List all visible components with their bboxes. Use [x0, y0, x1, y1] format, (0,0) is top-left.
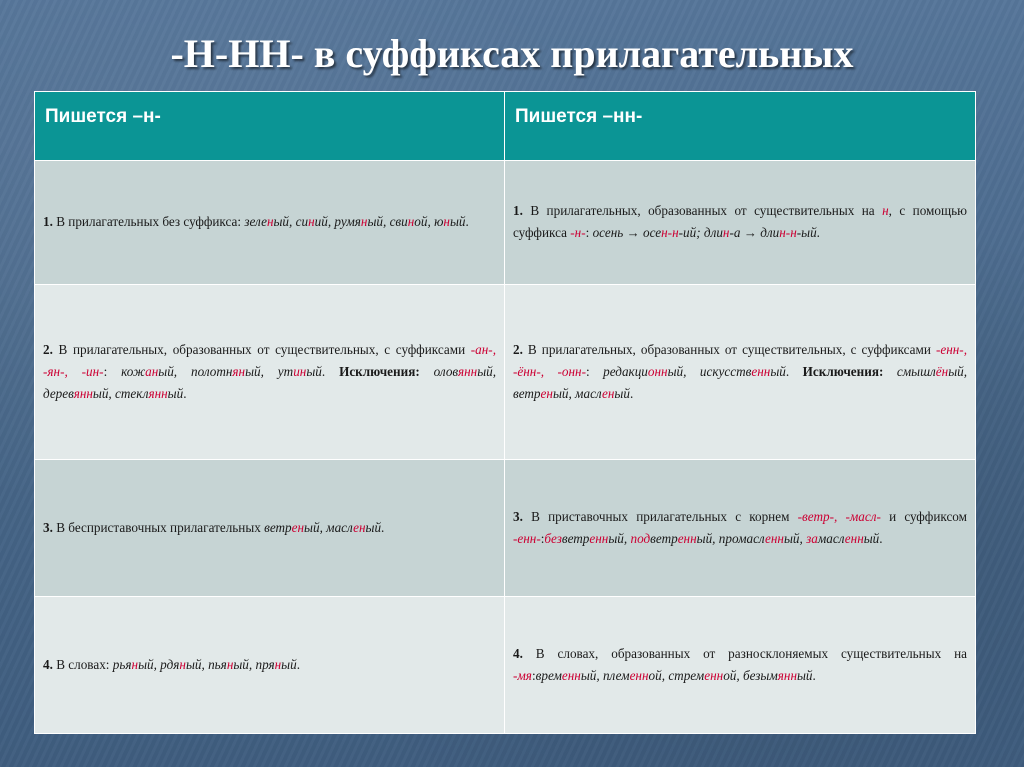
bold-text: 3.: [513, 509, 523, 525]
header-row: [35, 92, 976, 161]
highlighted-morpheme: енн: [589, 531, 609, 547]
rule-text: В словах:: [52, 657, 113, 673]
rule-text: .: [296, 657, 300, 673]
rule-text: и суффиксом: [880, 509, 967, 525]
rule-text: ый, полотн: [158, 363, 233, 379]
rule-text: ый, ветр: [513, 363, 968, 401]
highlighted-morpheme: н: [407, 214, 415, 230]
rule-text: .: [629, 385, 634, 401]
highlighted-morpheme: янн: [73, 385, 93, 401]
rule-text: ый: [770, 363, 786, 379]
table-row: [35, 460, 976, 597]
rule-text: ветр: [561, 531, 590, 547]
rule-text: [420, 364, 434, 379]
rule-text: -а → дли: [729, 225, 780, 241]
rule-text: :: [531, 668, 536, 684]
rule-text: ый,: [608, 531, 631, 547]
highlighted-morpheme: -ветр-, -масл-: [797, 509, 881, 525]
rule-text: В прилагательных, образованных от существительных, с суффиксами: [522, 341, 936, 357]
highlighted-morpheme: без: [544, 531, 562, 547]
rule-text: ый: [797, 668, 813, 684]
rule-text: .: [816, 225, 820, 241]
table-row: [35, 161, 976, 285]
bold-text: Исключения:: [802, 363, 884, 379]
rule-text: олов: [433, 363, 458, 379]
rule-text: ый: [449, 214, 466, 230]
rule-text: :: [585, 363, 604, 379]
rule-cell-double-n-2: [505, 284, 976, 460]
rule-text: ый, пья: [185, 657, 227, 673]
rule-text: .: [785, 363, 803, 379]
rule-text: .: [321, 363, 340, 379]
highlighted-morpheme: н: [722, 225, 730, 241]
bold-text: 2.: [513, 341, 523, 357]
rule-text: ий, румя: [314, 214, 361, 230]
rule-text: .: [381, 520, 385, 536]
highlighted-morpheme: янн: [777, 668, 797, 684]
rule-text: ой, ю: [414, 214, 444, 230]
highlighted-morpheme: н: [266, 214, 274, 230]
highlighted-morpheme: янн: [148, 385, 168, 401]
rule-text: кож: [121, 363, 146, 379]
highlighted-morpheme: н-н: [661, 225, 679, 241]
rule-text: ветр: [264, 520, 292, 536]
highlighted-morpheme: енн: [561, 668, 581, 684]
rule-text: осень → осе: [592, 225, 662, 241]
highlighted-morpheme: онн: [647, 363, 668, 379]
highlighted-morpheme: енн: [844, 531, 864, 547]
rule-cell-single-n-1: [35, 161, 505, 285]
table-row: [35, 597, 976, 734]
rule-cell-double-n-4: [505, 597, 976, 734]
rule-text: ый: [614, 385, 630, 401]
rule-text: ый, дерев: [43, 363, 497, 401]
rule-text: ой, безым: [723, 668, 778, 684]
highlighted-morpheme: ен: [540, 385, 553, 401]
rule-text: ый: [863, 531, 880, 547]
highlighted-morpheme: енн: [751, 363, 771, 379]
highlighted-morpheme: за: [806, 531, 818, 547]
highlighted-morpheme: -мя: [513, 668, 532, 684]
rule-cell-double-n-3: [505, 460, 976, 597]
rule-text: В бесприставочных прилагательных: [52, 520, 265, 536]
highlighted-morpheme: н: [308, 214, 315, 230]
highlighted-morpheme: ан: [145, 363, 159, 379]
rule-text: :: [103, 363, 122, 379]
rule-text: ой, стрем: [648, 668, 705, 684]
rule-text: ый, ут: [245, 363, 294, 379]
highlighted-morpheme: енн: [677, 531, 697, 547]
rule-text: масл: [738, 531, 766, 547]
rule-text: редакци: [603, 363, 648, 379]
rule-text: ый: [281, 657, 297, 673]
highlighted-morpheme: енн: [704, 668, 724, 684]
highlighted-morpheme: -ан-, -ян-, -ин-: [43, 341, 496, 379]
rule-text: .: [465, 214, 469, 230]
rule-text: ый: [306, 363, 322, 379]
bold-text: 3.: [43, 520, 53, 536]
rule-text: ый,: [667, 363, 700, 379]
highlighted-morpheme: ен: [602, 385, 615, 401]
rule-text: В прилагательных, образованных от существительных, с суффиксами: [52, 341, 471, 357]
highlighted-morpheme: ян: [232, 363, 246, 379]
slide-title: -Н-НН- в суффиксах прилагательных: [170, 31, 854, 76]
bold-text: Исключения:: [339, 363, 420, 379]
rule-text: ветр: [650, 531, 678, 547]
rule-text: [883, 364, 897, 379]
rule-text: ый, стекл: [92, 385, 149, 401]
highlighted-morpheme: янн: [457, 363, 478, 379]
rule-text: ый, масл: [552, 385, 602, 401]
highlighted-morpheme: енн: [629, 668, 649, 684]
rule-text: .: [879, 531, 883, 547]
rule-text: ый, плем: [580, 668, 630, 684]
rule-text: искусств: [699, 363, 752, 379]
header-double-n: Пишется –нн-: [505, 92, 976, 161]
rule-text: ый, пря: [233, 657, 275, 673]
rule-text: В словах, образованных от разносклоняемых существительных на: [522, 646, 967, 662]
highlighted-morpheme: н: [274, 657, 282, 673]
bold-text: 1.: [513, 203, 523, 219]
rule-text: В приставочных прилагательных с корнем: [522, 509, 798, 525]
highlighted-morpheme: под: [630, 531, 651, 547]
highlighted-morpheme: енн: [765, 531, 784, 547]
highlighted-morpheme: ин: [293, 363, 307, 379]
rule-text: ый,: [783, 531, 807, 547]
rules-table: [34, 91, 976, 734]
rule-text: .: [183, 385, 187, 401]
rule-text: зеле: [244, 214, 267, 230]
bold-text: 4.: [43, 657, 53, 673]
rule-cell-single-n-3: [35, 460, 505, 597]
bold-text: 4.: [513, 646, 523, 662]
highlighted-morpheme: -енн-, -ённ-, -онн-: [513, 341, 967, 379]
rule-text: ый, си: [273, 214, 309, 230]
rule-text: врем: [535, 668, 562, 684]
highlighted-morpheme: н: [179, 657, 186, 673]
highlighted-morpheme: н: [360, 214, 368, 230]
rule-cell-double-n-1: [505, 161, 976, 285]
rule-text: ый: [167, 385, 184, 401]
rule-text: -ий; дли: [678, 225, 723, 241]
rule-text: ый: [365, 520, 382, 536]
rule-text: В прилагательных без суффикса:: [52, 214, 245, 230]
rule-text: :: [585, 225, 593, 241]
rule-text: смышл: [896, 363, 936, 379]
highlighted-morpheme: н: [882, 203, 889, 219]
highlighted-morpheme: н-н: [779, 225, 797, 241]
highlighted-morpheme: ён: [935, 363, 949, 379]
rule-text: :: [540, 531, 545, 547]
rule-text: .: [812, 668, 816, 684]
highlighted-morpheme: ен: [291, 520, 305, 536]
bold-text: 2.: [43, 341, 53, 357]
table-row: [35, 284, 976, 460]
rule-text: ый, про: [696, 531, 739, 547]
rule-text: масл: [817, 531, 845, 547]
rule-cell-single-n-4: [35, 597, 505, 734]
header-single-n: Пишется –н-: [35, 92, 505, 161]
rule-text: рья: [112, 657, 132, 673]
rule-cell-single-n-2: [35, 284, 505, 460]
highlighted-morpheme: н: [226, 657, 234, 673]
rule-text: , с помощью суффикса: [513, 203, 967, 241]
highlighted-morpheme: н: [131, 657, 139, 673]
rule-text: ый, сви: [367, 214, 408, 230]
highlighted-morpheme: н: [443, 214, 450, 230]
rule-text: В прилагательных, образованных от существительных на: [522, 203, 883, 219]
rule-text: ый, рдя: [138, 657, 180, 673]
highlighted-morpheme: -н-: [570, 225, 586, 241]
highlighted-morpheme: ен: [353, 520, 366, 536]
rule-text: ый, масл: [304, 520, 354, 536]
rule-text: -ый: [796, 225, 817, 241]
bold-text: 1.: [43, 214, 53, 230]
highlighted-morpheme: -енн-: [513, 531, 541, 547]
